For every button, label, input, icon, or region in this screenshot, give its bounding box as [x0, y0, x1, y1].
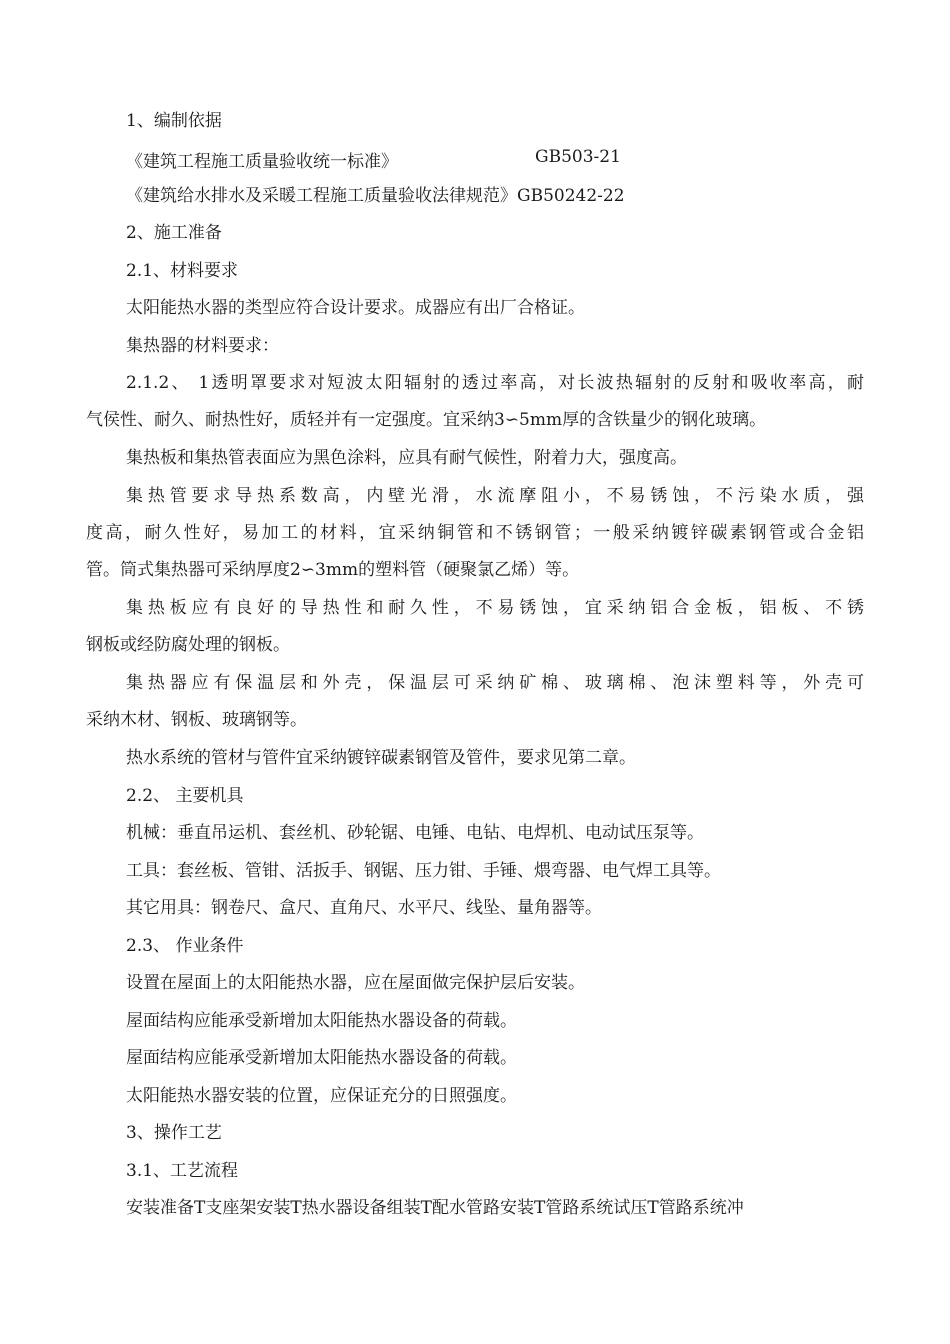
paragraph-other-tools: 其它用具：钢卷尺、盒尺、直角尺、水平尺、线坠、量角器等。: [126, 898, 602, 918]
heading-preparation: 2、施工准备: [126, 223, 222, 243]
paragraph-roof-load-1: 屋面结构应能承受新增加太阳能热水器设备的荷载。: [126, 1011, 517, 1031]
paragraph-transparent-cover-line2: 气侯性、耐久、耐热性好，质轻并有一定强度。宜采纳3∽5mm厚的含铁量少的钢化玻璃。: [86, 410, 767, 430]
paragraph-collector-tube-line2: 度高，耐久性好，易加工的材料，宜采纳铜管和不锈钢管；一般采纳镀锌碳素钢管或合金铝: [86, 523, 864, 543]
paragraph-insulation-line1: 集热器应有保温层和外壳，保温层可采纳矿棉、玻璃棉、泡沫塑料等，外壳可: [126, 673, 864, 693]
heading-work-conditions: 2.3、 作业条件: [126, 936, 244, 956]
reference-1-code: GB503-21: [535, 147, 621, 167]
paragraph-collector-tube-line1: 集热管要求导热系数高，内壁光滑，水流摩阻小，不易锈蚀，不污染水质，强: [126, 486, 864, 506]
paragraph-machinery: 机械：垂直吊运机、套丝机、砂轮锯、电锤、电钻、电焊机、电动试压泵等。: [126, 823, 704, 843]
heading-basis: 1、编制依据: [126, 111, 222, 131]
paragraph-pipe-material: 热水系统的管材与管件宜采纳镀锌碳素钢管及管件，要求见第二章。: [126, 748, 636, 768]
paragraph-insulation-line2: 采纳木材、钢板、玻璃钢等。: [86, 710, 307, 730]
heading-material-requirements: 2.1、材料要求: [126, 261, 239, 281]
paragraph-sunlight: 太阳能热水器安装的位置，应保证充分的日照强度。: [126, 1086, 517, 1106]
paragraph-roof-load-2: 屋面结构应能承受新增加太阳能热水器设备的荷载。: [126, 1048, 517, 1068]
paragraph-process-flow: 安装准备T支座架安装T热水器设备组装T配水管路安装T管路系统试压T管路系统冲: [126, 1198, 744, 1218]
reference-2: 《建筑给水排水及采暖工程施工质量验收法律规范》GB50242-22: [126, 186, 625, 206]
heading-main-tools: 2.2、 主要机具: [126, 786, 244, 806]
paragraph-collector-materials: 集热器的材料要求：: [126, 336, 279, 356]
heading-operation-process: 3、操作工艺: [126, 1123, 222, 1143]
reference-1-title: 《建筑工程施工质量验收统一标准》: [126, 152, 398, 172]
paragraph-roof-installation: 设置在屋面上的太阳能热水器，应在屋面做完保护层后安装。: [126, 973, 585, 993]
paragraph-collector-tube-line3: 管。筒式集热器可采纳厚度2∽3mm的塑料管（硬聚氯乙烯）等。: [86, 560, 580, 580]
heading-process-flow: 3.1、工艺流程: [126, 1161, 239, 1181]
paragraph-coating: 集热板和集热管表面应为黑色涂料，应具有耐气候性，附着力大，强度高。: [126, 448, 687, 468]
paragraph-heater-type: 太阳能热水器的类型应符合设计要求。成器应有出厂合格证。: [126, 298, 585, 318]
paragraph-transparent-cover-line1: 2.1.2、 1透明罩要求对短波太阳辐射的透过率高，对长波热辐射的反射和吸收率高，耐: [126, 373, 864, 393]
paragraph-collector-plate-line1: 集热板应有良好的导热性和耐久性，不易锈蚀，宜采纳铝合金板，铝板、不锈: [126, 598, 864, 618]
paragraph-tools: 工具：套丝板、管钳、活扳手、钢锯、压力钳、手锤、煨弯器、电气焊工具等。: [126, 861, 721, 881]
paragraph-collector-plate-line2: 钢板或经防腐处理的钢板。: [86, 635, 290, 655]
